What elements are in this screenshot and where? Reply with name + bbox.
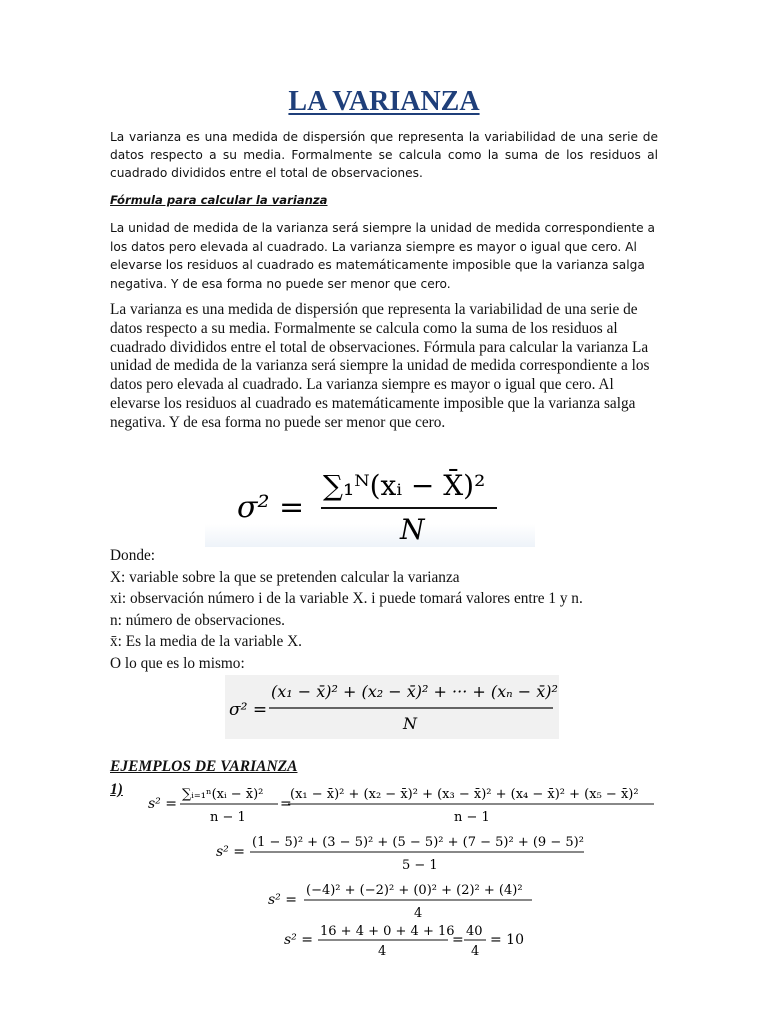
definition-line: n: número de observaciones.	[110, 611, 286, 629]
definition-line: Donde:	[110, 547, 156, 564]
example3-denominator: 4	[414, 906, 423, 921]
example4-numerator2: 40	[466, 924, 483, 939]
definition-line: X: variable sobre la que se pretenden calcular la varianza	[110, 568, 460, 586]
formula1-numerator: ∑₁ᴺ(xᵢ − X̄)²	[323, 469, 486, 502]
page-title: LA VARIANZA	[288, 86, 480, 117]
example4-denominator: 4	[378, 944, 387, 955]
example4-equals: =	[452, 932, 464, 948]
example1-denominator-a: n − 1	[210, 810, 246, 825]
definition-line: xi: observación número i de la variable X. i puede tomará valores entre 1 y n.	[110, 590, 583, 608]
formula2-lhs: σ² =	[229, 700, 268, 720]
example1-denominator-b: n − 1	[454, 810, 490, 825]
variance-formula-image	[205, 455, 535, 547]
definition-line: O lo que es lo mismo:	[110, 654, 245, 672]
formula2-numerator: (x₁ − x̄)² + (x₂ − x̄)² + ··· + (xₙ − x̄)²	[271, 682, 558, 701]
intro-paragraph: La varianza es una medida de dispersión que representa la variabilidad de una serie de datos respecto a su media. Formalmente se calcula como la suma de los residuos al cuadrado divididos entre el total de observaciones.	[110, 130, 658, 180]
example1-numerator-b: (x₁ − x̄)² + (x₂ − x̄)² + (x₃ − x̄)² + (x₄ − x̄)² + (x₅ − x̄)²	[290, 787, 639, 802]
expanded-formula-image	[225, 675, 559, 739]
example1-lhs: s² =	[148, 796, 177, 812]
formula1-lhs: σ² =	[237, 490, 305, 525]
definitions-list	[110, 545, 583, 675]
examples-heading: EJEMPLOS DE VARIANZA	[110, 758, 298, 775]
example3-numerator: (−4)² + (−2)² + (0)² + (2)² + (4)²	[306, 883, 523, 898]
example-equations	[140, 780, 660, 955]
variance-formula-svg	[205, 455, 535, 547]
definition-line: x̄: Es la media de la variable X.	[110, 633, 302, 651]
example2-numerator: (1 − 5)² + (3 − 5)² + (5 − 5)² + (7 − 5)² + (9 − 5)²	[252, 835, 584, 850]
example4-lhs: s² =	[284, 932, 313, 948]
unit-paragraph: La unidad de medida de la varianza será siempre la unidad de medida correspondiente a los datos pero elevada al cuadrado. La varianza siempre es mayor o igual que cero. Al elevarse los residuos al cuadrado es matemáticamente imposible que la varianza salga negativa. Y de esa forma no puede ser menor que cero.	[110, 221, 655, 291]
serif-paragraph: La varianza es una medida de dispersión que representa la variabilidad de una serie de datos respecto a su media. Formalmente se calcula como la suma de los residuos al cuadrado divididos entre el total de observaciones. Fórmula para calcular la varianza La unidad de medida de la varianza será siempre la unidad de medida correspondiente a los datos pero elevada al cuadrado. La varianza siempre es mayor o igual que cero. Al elevarse los residuos al cuadrado es matemáticamente imposible que la varianza salga negativa. Y de esa forma no puede ser menor que cero.	[110, 301, 650, 431]
example4-denominator2: 4	[471, 944, 480, 955]
example4-result: = 10	[490, 932, 524, 948]
example2-denominator: 5 − 1	[402, 858, 438, 873]
expanded-formula-svg	[225, 675, 559, 739]
formula1-denominator: N	[400, 513, 425, 546]
example3-lhs: s² =	[268, 892, 297, 908]
example-number: 1)	[110, 781, 123, 798]
formula2-denominator: N	[403, 714, 417, 733]
formula-heading: Fórmula para calcular la varianza	[110, 193, 328, 207]
example2-lhs: s² =	[216, 844, 245, 860]
example1-numerator-a: ∑ᵢ₌₁ⁿ(xᵢ − x̄)²	[182, 787, 264, 802]
example4-numerator: 16 + 4 + 0 + 4 + 16	[320, 924, 455, 939]
equals-sign: =	[280, 796, 292, 812]
